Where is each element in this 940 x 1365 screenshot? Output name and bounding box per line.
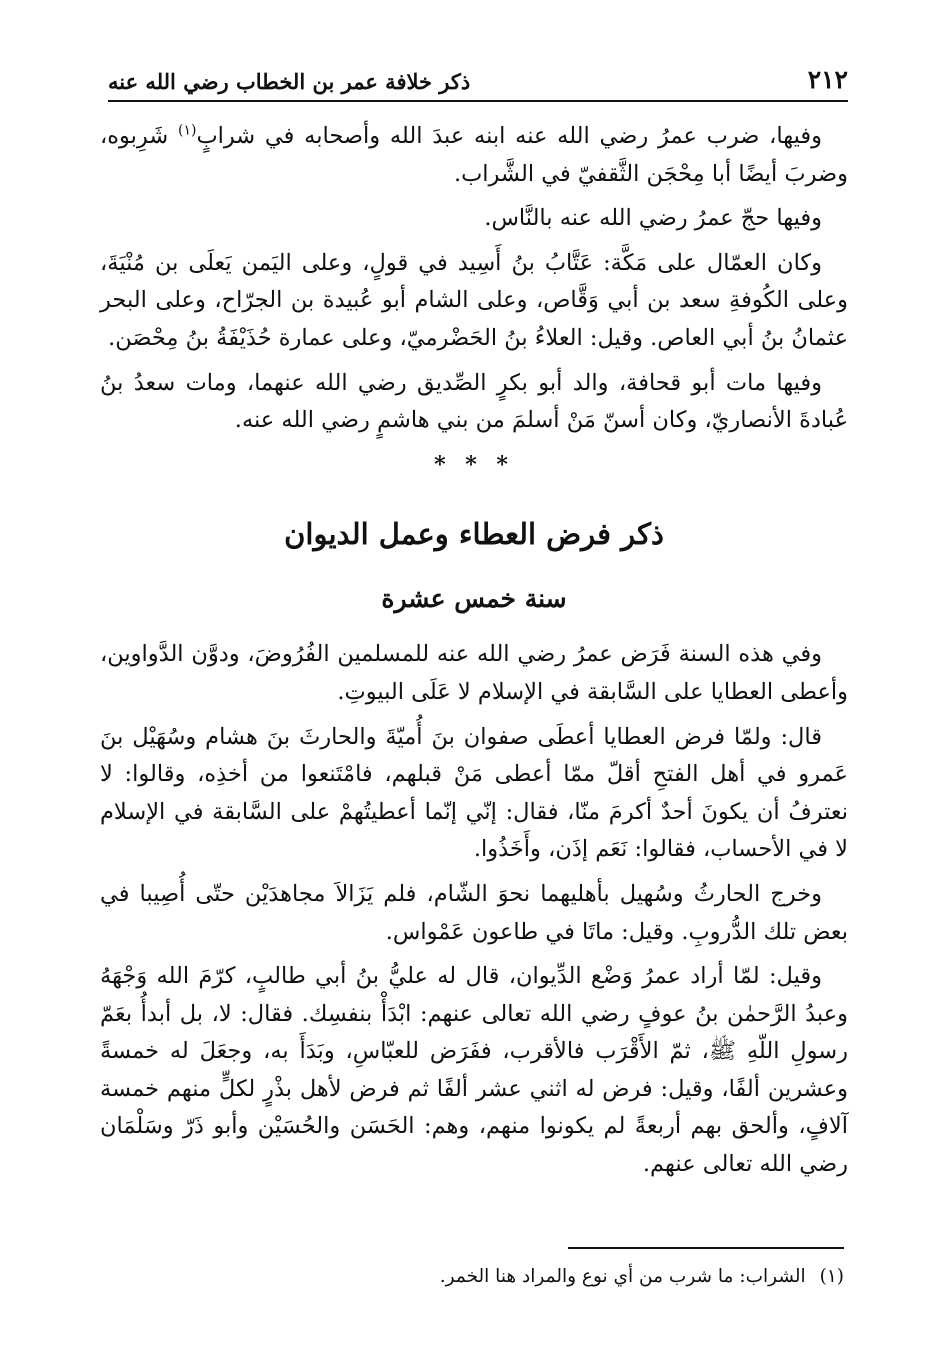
paragraph: وفيها حجّ عمرُ رضي الله عنه بالنَّاس. [484,205,822,232]
footnote [100,1262,844,1292]
paragraph: وخرج الحارثُ وسُهيل بأهليهما نحوَ الشّام، فلم يَزَالاَ مجاهدَيْن حتّى أُصِيبا في بعض تلك الدُّروبِ. وقيل: ماتَا في طاعون عَمْواس. [100,880,848,945]
footnote-divider [568,1247,844,1249]
paragraph: وكان العمّال على مَكَّة: عَتَّابُ بنُ أَسِيد في قولٍ، وعلى اليَمن يَعلَى بن مُنْيَةَ، وعلى الكُوفةِ سعد بن أبي وَقَّاص، وعلى الشام أبو عُبيدة بن الجرّاح، وعلى البحر عثمانُ بنُ أبي العاص. وقيل: العلاءُ بنُ الحَضْرميّ، وعلى عمارة حُذَيْفَةُ بنُ مِحْصَن. [100,249,848,351]
section-subheading: سنة خمس عشرة [381,584,567,614]
page-number: ٢١٢ [807,65,848,94]
paragraph: وفيها مات أبو قحافة، والد أبو بكرٍ الصِّديق رضي الله عنهما، ومات سعدُ بنُ عُبادةَ الأنصاريّ، وكان أسنّ مَنْ أسلمَ من بني هاشمٍ رضي الله عنه. [100,369,848,434]
main-text [100,118,848,1191]
running-header [108,62,848,102]
section-heading: ذكر فرض العطاء وعمل الديوان [284,517,664,552]
footnote-number: (١) [819,1266,844,1287]
paragraph: قال: ولمّا فرض العطايا أعطَى صفوان بنَ أُميّةَ والحارثَ بنَ هشام وسُهَيْل بنَ عَمرو في أهل الفتحِ أقلّ ممّا أعطى مَنْ قبلهم، فامْتَنعوا من أخذِه، وقالوا: لا نعترفُ أن يكونَ أحدٌ أكرمَ منّا، فقال: إنّي إنّما أعطيتُهمْ على السَّابقة في الإسلام لا في الأحساب، فقالوا: نَعَم إذَن، وأَخَذُوا. [100,723,848,863]
paragraph: وفيها، ضرب عمرُ رضي الله عنه ابنه عبدَ الله وأصحابه في شرابٍ$^{(١)}$ شَرِبوه، وضربَ أيضًا أبا مِحْجَن الثَّقفيّ في الشَّراب. [100,122,848,187]
footnote-marker[interactable]: (١) [177,122,197,139]
paragraph: وقيل: لمّا أراد عمرُ وَضْع الدِّيوان، قال له عليُّ بنُ أبي طالبٍ، كرّمَ الله وَجْهَهُ وعبدُ الرَّحمٰن بنُ عوفٍ رضي الله تعالى عنهم: ابْدَأْ بنفسِك. فقال: لا، بل أبدأُ بعَمّ رسولِ اللّهِ ﷺ، ثمّ الأَقْرَب فالأقرب، ففَرَض للعبّاسِ، وبَدَأَ به، وجعَلَ له خمسةً وعشرين ألفًا، وقيل: فرض له اثني عشر ألفًا ثم فرض لأهل بذْرٍ لكلٍّ منهم خمسة آلافٍ، وألحق بهم أربعةً لم يكونوا منهم، وهم: الحَسَن والحُسَيْن وأبو ذَرّ وسَلْمَان رضي الله تعالى عنهم. [100,963,848,1178]
section-separator: * * * [434,451,514,478]
footnote-text: الشراب: ما شرب من أي نوع والمراد هنا الخمر. [439,1266,806,1287]
running-title: ذكر خلافة عمر بن الخطاب رضي الله عنه [108,69,471,94]
paragraph: وفي هذه السنة فَرَض عمرُ رضي الله عنه للمسلمين الفُرُوضَ، ودوَّن الدَّواوين، وأعطى العطايا على السَّابقة في الإسلام لا عَلَى البيوتِ. [100,641,848,705]
